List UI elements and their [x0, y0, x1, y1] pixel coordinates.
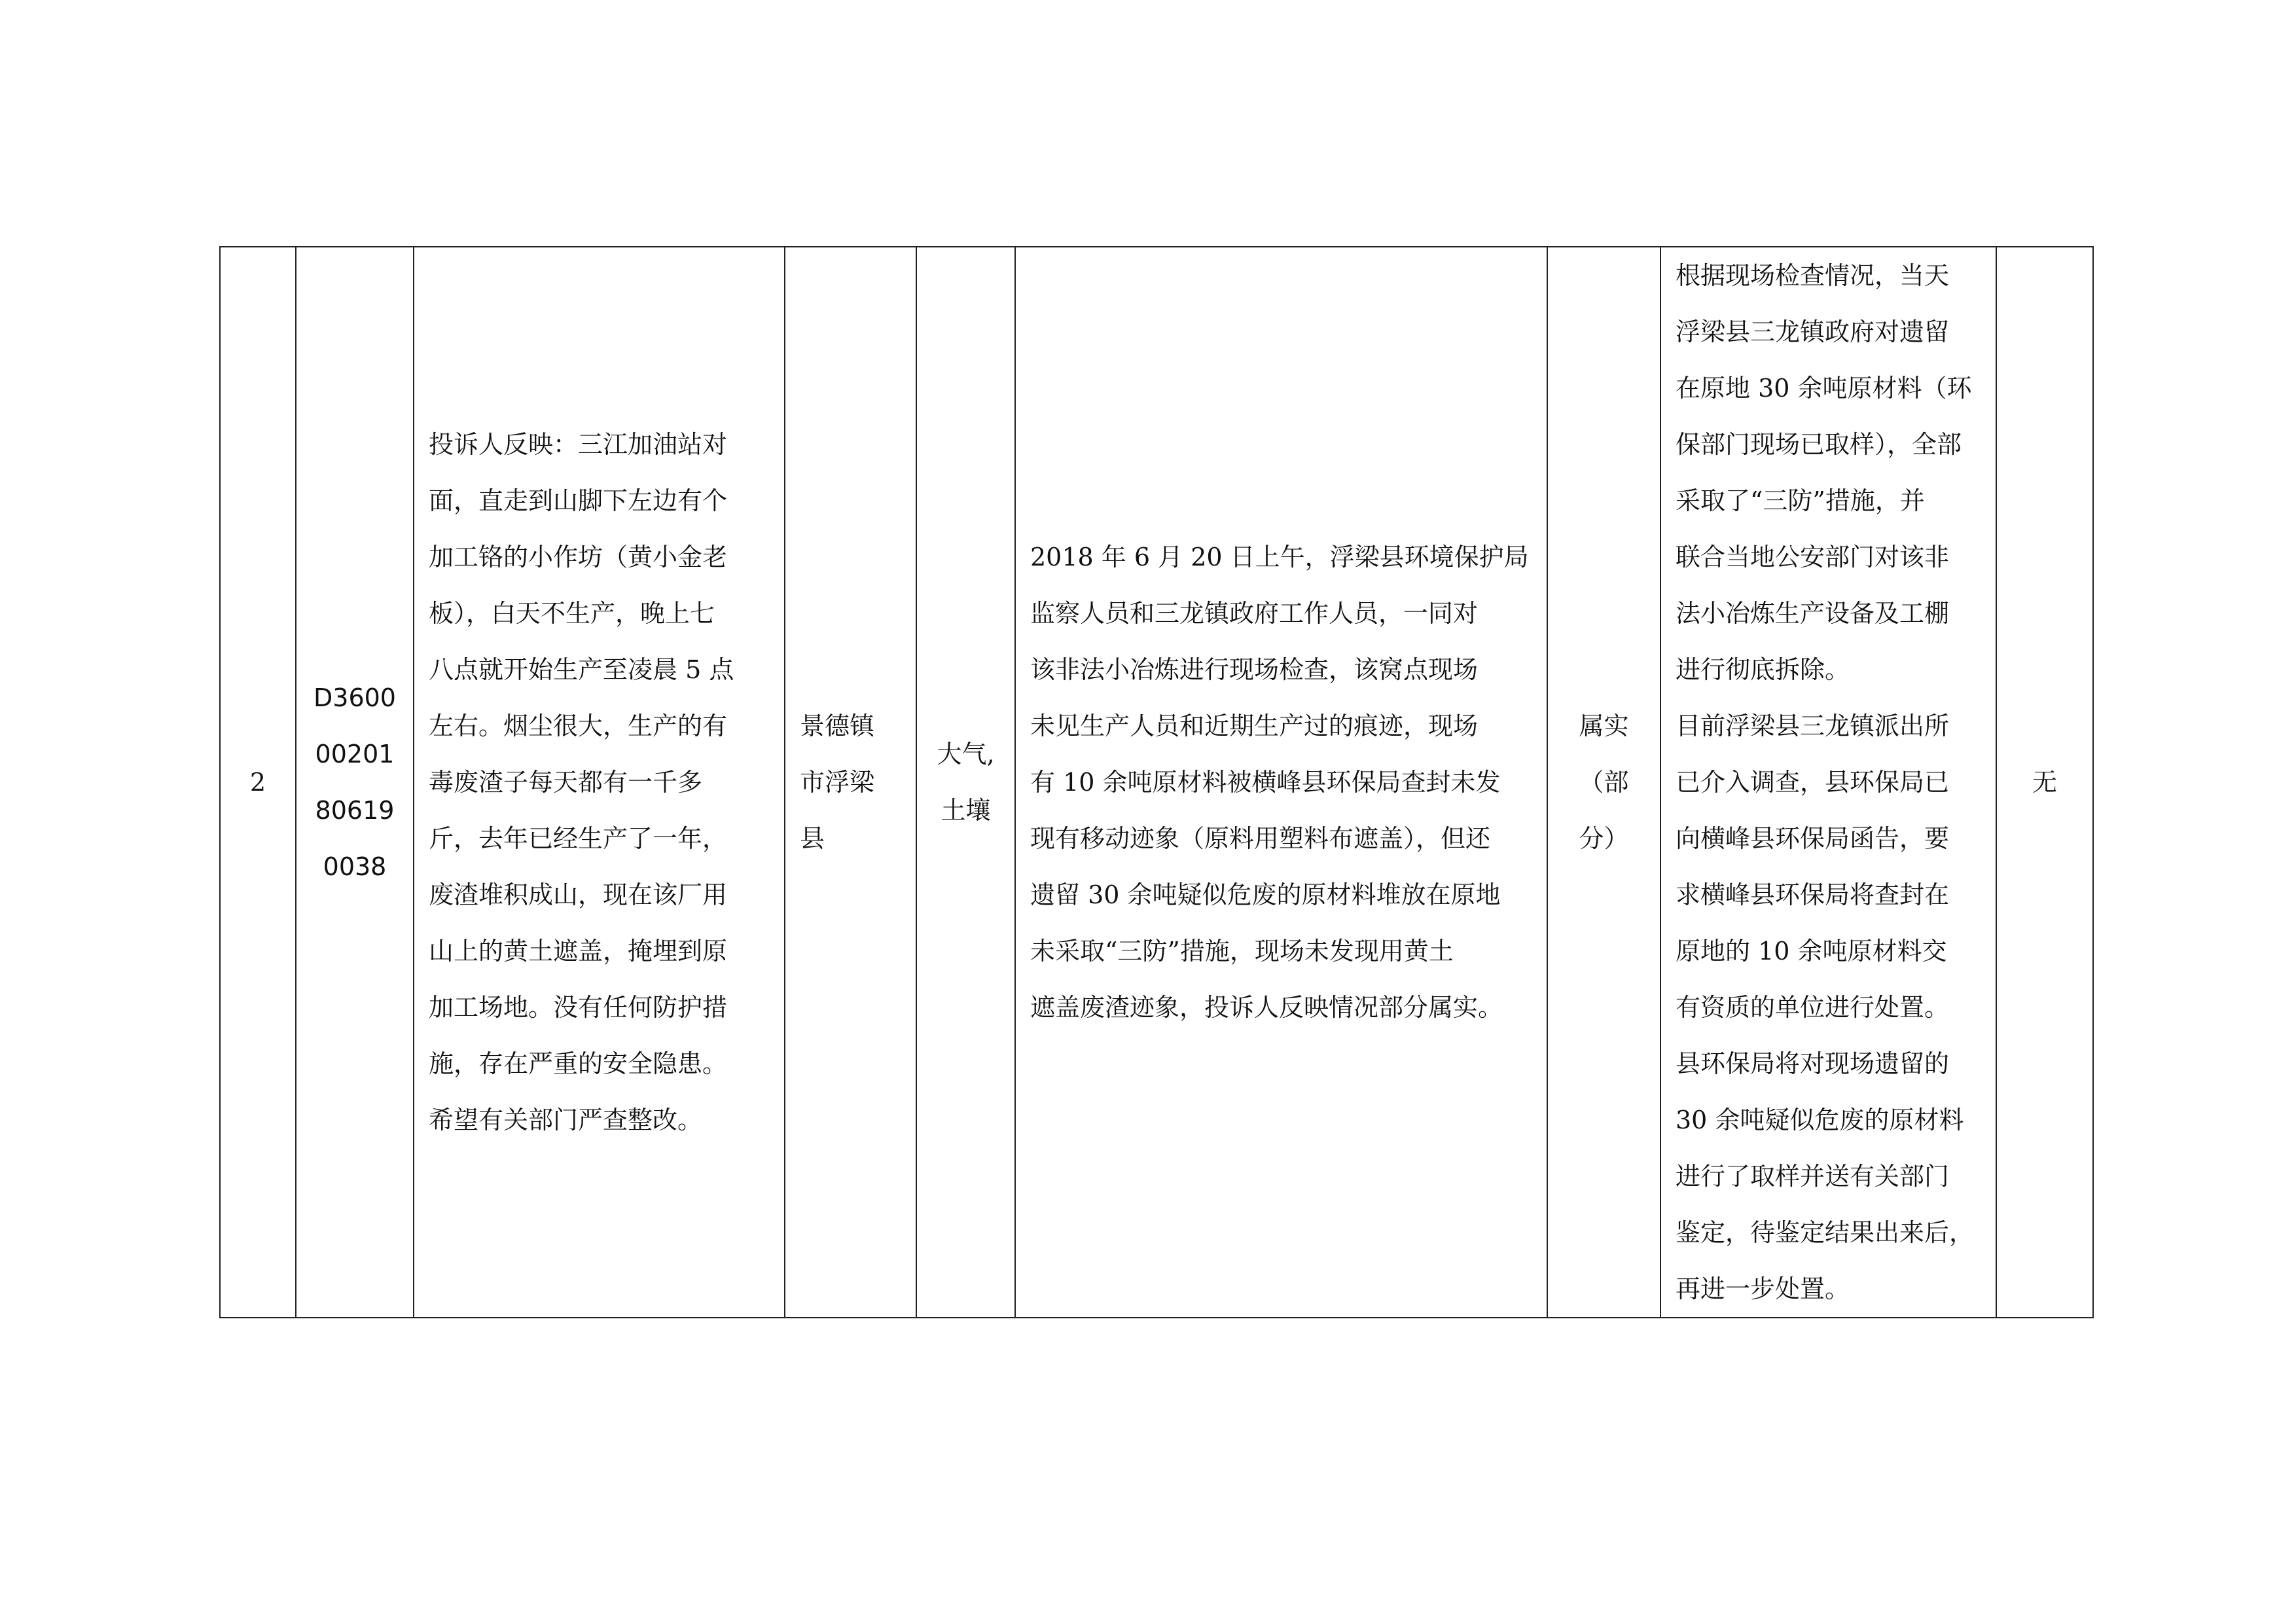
- investigation-line: 未见生产人员和近期生产过的痕迹，现场: [1030, 712, 1479, 740]
- handling-line: 目前浮梁县三龙镇派出所: [1676, 712, 1950, 740]
- complaint-line: 加工场地。没有任何防护措: [429, 993, 728, 1022]
- case-number-line: 80619: [315, 796, 395, 825]
- investigation-line: 监察人员和三龙镇政府工作人员，一同对: [1030, 599, 1479, 628]
- row-index-cell: [220, 247, 296, 1318]
- complaint-line: 左右。烟尘很大，生产的有: [429, 712, 728, 740]
- complaint-line: 毒废渣子每天都有一千多: [429, 768, 703, 797]
- handling-line: 已介入调查，县环保局已: [1676, 768, 1950, 797]
- location-line: 市浮梁: [800, 768, 875, 797]
- handling-line: 向横峰县环保局函告，要: [1676, 824, 1950, 853]
- investigation-line: 有 10 余吨原材料被横峰县环保局查封未发: [1030, 768, 1501, 797]
- investigation-line: 现有移动迹象（原料用塑料布遮盖），但还: [1030, 824, 1491, 853]
- handling-line: 有资质的单位进行处置。: [1676, 993, 1950, 1022]
- complaint-line: 废渣堆积成山，现在该厂用: [429, 880, 728, 909]
- handling-line: 联合当地公安部门对该非: [1676, 543, 1950, 571]
- accountability-value: 无: [2032, 768, 2057, 797]
- complaint-cell: [414, 247, 785, 1318]
- complaint-table: [219, 246, 2094, 1318]
- handling-line: 30 余吨疑似危废的原材料: [1676, 1106, 1964, 1134]
- complaint-line: 斤，去年已经生产了一年，: [429, 824, 728, 853]
- accountability-cell: [1996, 247, 2093, 1318]
- location-line: 县: [800, 824, 825, 853]
- location-cell: [785, 247, 916, 1318]
- handling-line: 进行了取样并送有关部门: [1676, 1162, 1950, 1191]
- handling-line: 浮梁县三龙镇政府对遗留: [1676, 317, 1950, 346]
- row-index: 2: [249, 768, 266, 797]
- handling-line: 县环保局将对现场遗留的: [1676, 1049, 1950, 1078]
- handling-cell: [1660, 247, 1996, 1318]
- complaint-line: 投诉人反映：三江加油站对: [429, 430, 728, 459]
- case-number-line: D3600: [314, 683, 396, 712]
- complaint-line: 面，直走到山脚下左边有个: [429, 486, 728, 515]
- pollution-type-cell: [916, 247, 1015, 1318]
- investigation-line: 该非法小冶炼进行现场检查，该窝点现场: [1030, 655, 1479, 684]
- pollution-type-line: 土壤: [941, 796, 991, 825]
- handling-line: 根据现场检查情况，当天: [1676, 261, 1950, 290]
- complaint-line: 加工铬的小作坊（黄小金老: [429, 543, 728, 571]
- handling-line: 采取了“三防”措施，并: [1676, 486, 1925, 515]
- complaint-line: 板），白天不生产，晚上七: [429, 599, 715, 628]
- table-row: [220, 247, 2093, 1318]
- investigation-line: 2018 年 6 月 20 日上午，浮梁县环境保护局: [1030, 543, 1529, 571]
- case-number-cell: [296, 247, 414, 1318]
- investigation-line: 未采取“三防”措施，现场未发现用黄土: [1030, 937, 1454, 965]
- verdict-line: 分）: [1579, 824, 1629, 853]
- handling-line: 求横峰县环保局将查封在: [1676, 880, 1950, 909]
- complaint-line: 山上的黄土遮盖，掩埋到原: [429, 937, 728, 965]
- verdict-cell: [1547, 247, 1660, 1318]
- handling-line: 鉴定，待鉴定结果出来后，: [1676, 1218, 1975, 1247]
- handling-line: 法小冶炼生产设备及工棚: [1676, 599, 1950, 628]
- location-line: 景德镇: [800, 712, 875, 740]
- case-number-line: 0038: [323, 852, 387, 881]
- complaint-line: 希望有关部门严查整改。: [429, 1106, 703, 1134]
- handling-line: 在原地 30 余吨原材料（环: [1676, 374, 1972, 403]
- pollution-type-line: 大气,: [937, 740, 995, 768]
- complaint-line: 施，存在严重的安全隐患。: [429, 1049, 728, 1078]
- handling-line: 原地的 10 余吨原材料交: [1676, 937, 1947, 965]
- handling-line: 进行彻底拆除。: [1676, 655, 1850, 684]
- handling-line: 再进一步处置。: [1676, 1274, 1850, 1303]
- investigation-cell: [1015, 247, 1547, 1318]
- verdict-line: 属实: [1579, 712, 1629, 740]
- verdict-line: （部: [1579, 768, 1629, 797]
- investigation-line: 遗留 30 余吨疑似危废的原材料堆放在原地: [1030, 880, 1501, 909]
- case-number-line: 00201: [315, 740, 395, 768]
- investigation-line: 遮盖废渣迹象，投诉人反映情况部分属实。: [1030, 993, 1503, 1022]
- handling-line: 保部门现场已取样），全部: [1676, 430, 1962, 459]
- complaint-line: 八点就开始生产至凌晨 5 点: [429, 655, 734, 684]
